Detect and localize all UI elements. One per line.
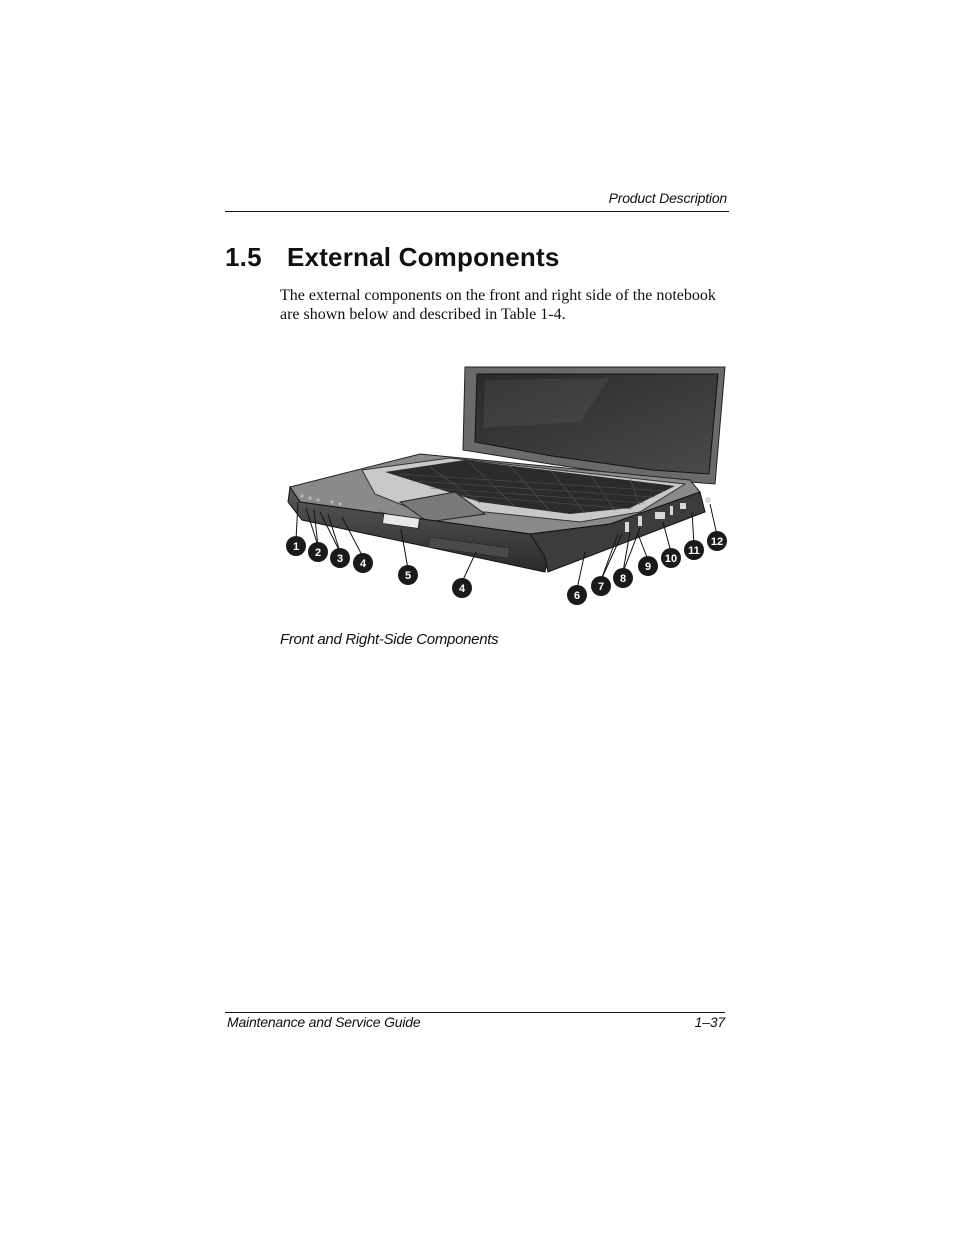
footer-guide-title: Maintenance and Service Guide bbox=[227, 1014, 421, 1030]
svg-text:1: 1 bbox=[292, 541, 300, 553]
svg-text:4: 4 bbox=[359, 558, 367, 570]
running-header: Product Description bbox=[608, 190, 727, 206]
callout-5 bbox=[398, 565, 418, 585]
section-title-text: External Components bbox=[287, 242, 560, 272]
notebook-illustration bbox=[280, 362, 732, 610]
svg-text:8: 8 bbox=[619, 573, 627, 585]
svg-text:9: 9 bbox=[644, 561, 652, 573]
svg-text:3: 3 bbox=[336, 553, 344, 565]
svg-text:2: 2 bbox=[314, 547, 322, 559]
callout-8 bbox=[613, 568, 633, 588]
callout-4-bay bbox=[452, 578, 472, 598]
callout-9 bbox=[638, 556, 658, 576]
intro-paragraph: The external components on the front and right side of the notebook are shown below and described in Table 1-4. bbox=[280, 287, 716, 323]
footer-page-number: 1–37 bbox=[694, 1014, 725, 1030]
svg-text:6: 6 bbox=[573, 590, 581, 602]
svg-text:10: 10 bbox=[664, 553, 678, 565]
callout-10 bbox=[661, 548, 681, 568]
header-rule bbox=[225, 211, 729, 212]
section-title bbox=[225, 242, 560, 273]
callout-2 bbox=[308, 542, 328, 562]
callout-12 bbox=[707, 531, 727, 551]
svg-text:5: 5 bbox=[404, 570, 412, 582]
svg-text:7: 7 bbox=[597, 581, 605, 593]
footer-rule bbox=[225, 1012, 725, 1013]
callout-7 bbox=[591, 576, 611, 596]
callout-1 bbox=[286, 536, 306, 556]
callout-4-front bbox=[353, 553, 373, 573]
section-number: 1.5 bbox=[225, 242, 262, 272]
notebook-figure bbox=[280, 362, 732, 610]
callout-6 bbox=[567, 585, 587, 605]
svg-text:4: 4 bbox=[458, 583, 466, 595]
figure-caption: Front and Right-Side Components bbox=[280, 631, 499, 648]
callout-3 bbox=[330, 548, 350, 568]
svg-text:12: 12 bbox=[710, 536, 724, 548]
callout-11 bbox=[684, 540, 704, 560]
svg-text:11: 11 bbox=[688, 545, 700, 557]
